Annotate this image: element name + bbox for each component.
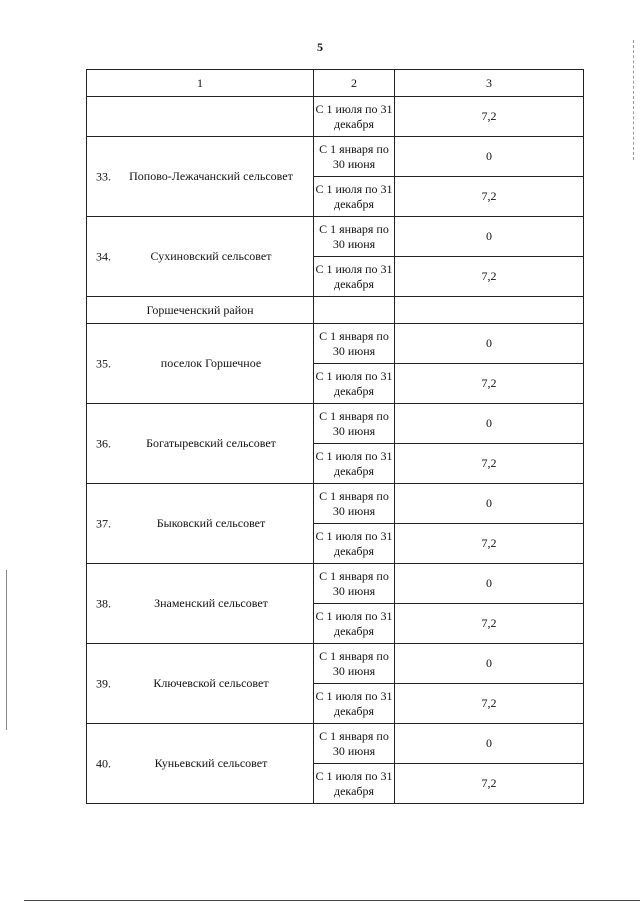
table-row (87, 217, 584, 257)
entity-number: 40. (96, 756, 111, 770)
table-body (87, 70, 584, 804)
period-cell: С 1 июля по 31 декабря (314, 364, 395, 404)
value-cell: 7,2 (395, 764, 584, 804)
entity-cell (87, 644, 314, 724)
value-cell: 7,2 (395, 177, 584, 217)
entity-cell (87, 217, 314, 297)
entity-cell (87, 404, 314, 484)
period-cell: С 1 января по 30 июня (314, 484, 395, 524)
entity-name: Ключевской сельсовет (153, 676, 269, 690)
period-cell: С 1 июля по 31 декабря (314, 257, 395, 297)
value-cell: 0 (395, 404, 584, 444)
value-cell: 0 (395, 724, 584, 764)
value-cell: 7,2 (395, 257, 584, 297)
period-cell: С 1 июля по 31 декабря (314, 684, 395, 724)
entity-name: Знаменский сельсовет (154, 596, 268, 610)
rates-table (86, 69, 584, 804)
entity-cell (87, 137, 314, 217)
period-cell: С 1 января по 30 июня (314, 644, 395, 684)
region-name: Горшеченский район (87, 297, 314, 324)
entity-number: 36. (96, 436, 111, 450)
scan-edge-mark (6, 570, 8, 730)
entity-number: 37. (96, 516, 111, 530)
entity-number: 34. (96, 249, 111, 263)
entity-name: Попово-Лежачанский сельсовет (129, 169, 293, 183)
table-row (87, 644, 584, 684)
table-header-row (87, 70, 584, 97)
table-row (87, 724, 584, 764)
period-cell: С 1 июля по 31 декабря (314, 97, 395, 137)
entity-cell (87, 324, 314, 404)
period-cell: С 1 июля по 31 декабря (314, 444, 395, 484)
table-row (87, 564, 584, 604)
period-cell: С 1 июля по 31 декабря (314, 764, 395, 804)
period-cell: С 1 января по 30 июня (314, 324, 395, 364)
value-cell: 7,2 (395, 604, 584, 644)
entity-cell (87, 564, 314, 644)
value-cell: 7,2 (395, 364, 584, 404)
entity-name: Богатыревский сельсовет (146, 436, 276, 450)
entity-number: 33. (96, 169, 111, 183)
table-row (87, 137, 584, 177)
empty-cell (314, 297, 395, 324)
table-row (87, 404, 584, 444)
value-cell: 0 (395, 324, 584, 364)
entity-number: 38. (96, 596, 111, 610)
entity-cell (87, 724, 314, 804)
period-cell: С 1 июля по 31 декабря (314, 524, 395, 564)
empty-name-cell (87, 97, 314, 137)
period-cell: С 1 января по 30 июня (314, 137, 395, 177)
table-row (87, 484, 584, 524)
period-cell: С 1 июля по 31 декабря (314, 177, 395, 217)
entity-name: Сухиновский сельсовет (150, 249, 272, 263)
empty-cell (395, 297, 584, 324)
value-cell: 7,2 (395, 444, 584, 484)
entity-number: 35. (96, 356, 111, 370)
entity-name: поселок Горшечное (160, 356, 262, 370)
period-cell: С 1 июля по 31 декабря (314, 604, 395, 644)
table-row (87, 324, 584, 364)
entity-number: 39. (96, 676, 111, 690)
period-cell: С 1 января по 30 июня (314, 217, 395, 257)
value-cell: 0 (395, 644, 584, 684)
entity-cell (87, 484, 314, 564)
value-cell: 7,2 (395, 97, 584, 137)
value-cell: 7,2 (395, 524, 584, 564)
value-cell: 0 (395, 217, 584, 257)
entity-name: Куньевский сельсовет (154, 756, 268, 770)
continuation-row (87, 97, 584, 137)
value-cell: 7,2 (395, 684, 584, 724)
value-cell: 0 (395, 484, 584, 524)
entity-name: Быковский сельсовет (156, 516, 266, 530)
period-cell: С 1 января по 30 июня (314, 404, 395, 444)
header-col-3: 3 (395, 70, 584, 97)
period-cell: С 1 января по 30 июня (314, 564, 395, 604)
page-number: 5 (317, 40, 323, 54)
header-col-2: 2 (314, 70, 395, 97)
period-cell: С 1 января по 30 июня (314, 724, 395, 764)
value-cell: 0 (395, 137, 584, 177)
region-row (87, 297, 584, 324)
header-col-1: 1 (87, 70, 314, 97)
scan-edge-mark (632, 40, 634, 160)
value-cell: 0 (395, 564, 584, 604)
scan-bottom-edge (24, 900, 640, 901)
